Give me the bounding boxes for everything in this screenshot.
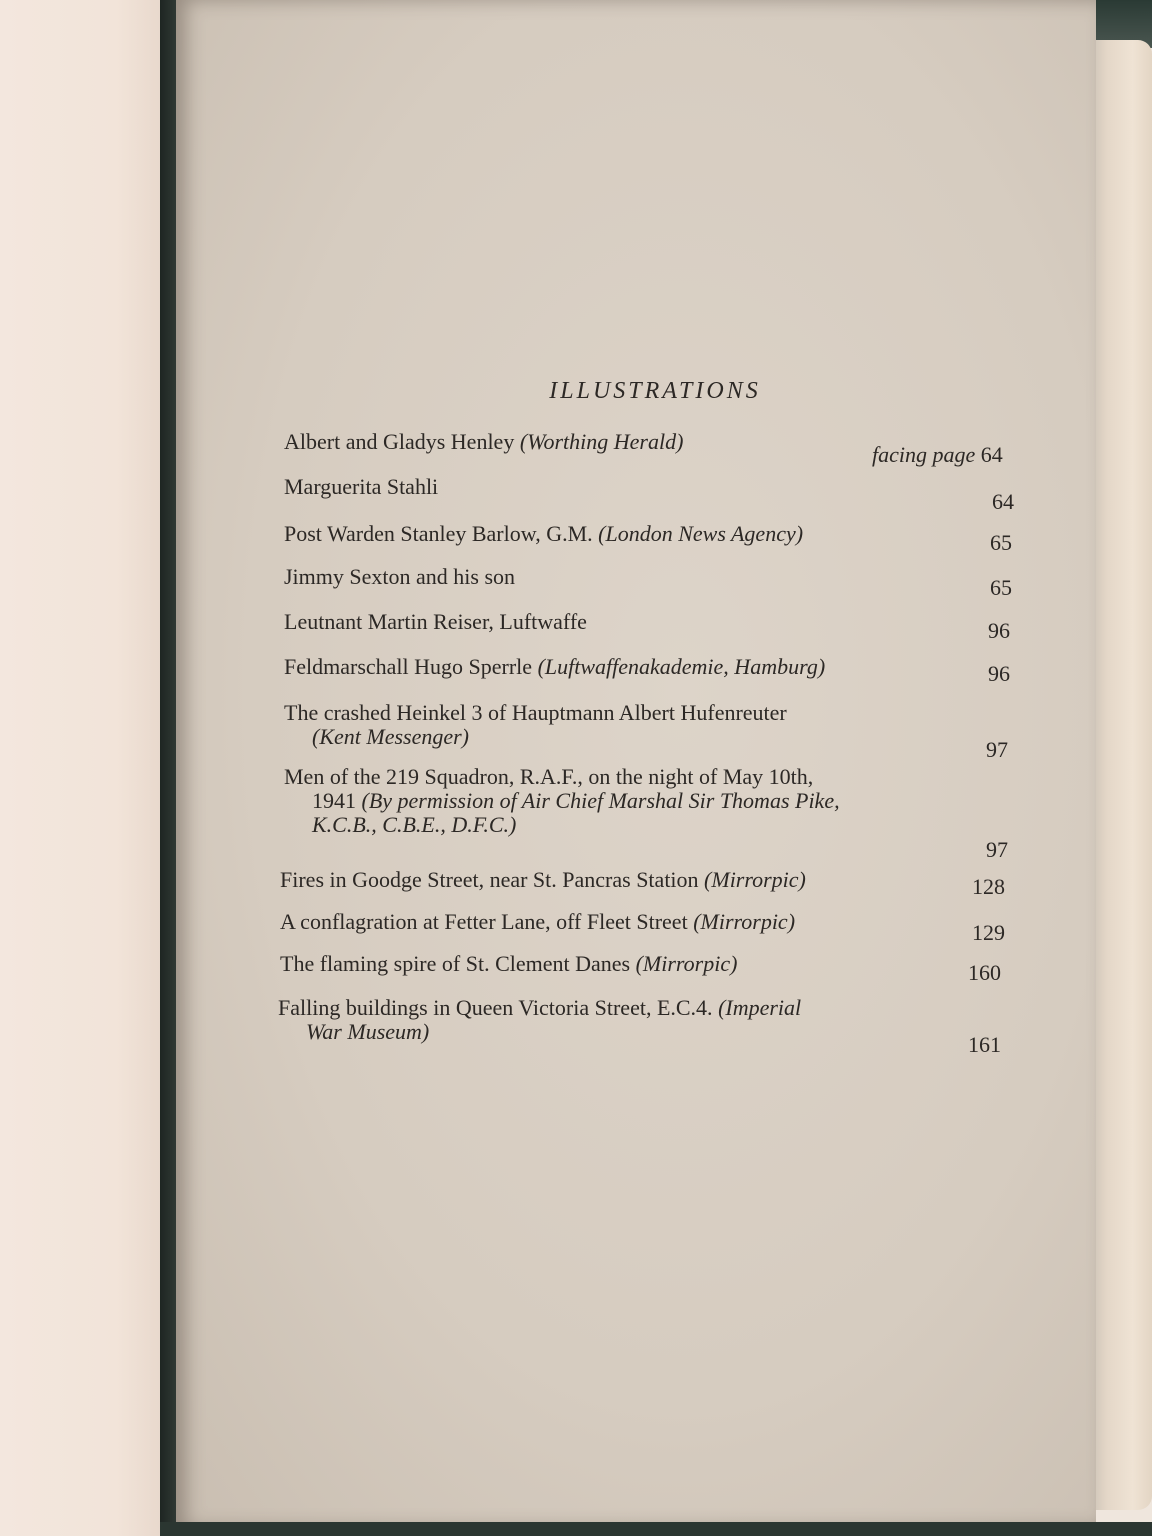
entry-page-number: 65 bbox=[990, 530, 1012, 555]
page-heading: ILLUSTRATIONS bbox=[549, 378, 761, 404]
entry-title: Jimmy Sexton and his son bbox=[284, 564, 516, 589]
entry-title-continuation: 1941 bbox=[312, 788, 356, 813]
entry-title: The crashed Heinkel 3 of Hauptmann Albert Hufenreuter bbox=[284, 700, 787, 725]
entry-page-number: 64 bbox=[992, 489, 1014, 514]
entry-title: Men of the 219 Squadron, R.A.F., on the night of May 10th, bbox=[284, 764, 814, 789]
entry-credit-continuation: K.C.B., C.B.E., D.F.C.) bbox=[312, 812, 517, 837]
facing-page-label: facing page bbox=[872, 442, 976, 467]
entry-credit: (By permission of Air Chief Marshal Sir Thomas Pike, bbox=[361, 788, 840, 813]
left-page bbox=[0, 0, 166, 1536]
entry-title: A conflagration at Fetter Lane, off Fleet Street bbox=[280, 909, 688, 934]
entry-credit: (Kent Messenger) bbox=[312, 724, 470, 749]
entry-credit: (Imperial bbox=[718, 995, 802, 1020]
entry-page-number: 129 bbox=[972, 920, 1005, 945]
entry-title: Marguerita Stahli bbox=[284, 474, 439, 499]
entry-page-number: 97 bbox=[986, 737, 1008, 762]
entry-page-number: 65 bbox=[990, 575, 1012, 600]
entry-title: Post Warden Stanley Barlow, G.M. bbox=[284, 521, 593, 546]
book-cover-bottom bbox=[160, 1522, 1152, 1536]
entry-title: Leutnant Martin Reiser, Luftwaffe bbox=[284, 609, 587, 634]
entry-credit-continuation: War Museum) bbox=[306, 1019, 430, 1044]
entry-title: Fires in Goodge Street, near St. Pancras Station bbox=[280, 867, 699, 892]
entry-page-number: 96 bbox=[988, 618, 1010, 643]
entry-title: Albert and Gladys Henley bbox=[284, 429, 515, 454]
page-edges bbox=[1088, 40, 1152, 1510]
entry-page-number: 97 bbox=[986, 837, 1008, 862]
entry-credit: (Mirrorpic) bbox=[693, 909, 796, 934]
entry-credit: (London News Agency) bbox=[598, 521, 804, 546]
entry-page-number: 64 bbox=[980, 442, 1003, 467]
entry-title: Feldmarschall Hugo Sperrle bbox=[284, 654, 533, 679]
entry-page-number: 161 bbox=[968, 1032, 1001, 1057]
entry-title: Falling buildings in Queen Victoria Street, E.C.4. bbox=[278, 995, 713, 1020]
entry-page-number: 160 bbox=[968, 960, 1001, 985]
entry-title: The flaming spire of St. Clement Danes bbox=[280, 951, 631, 976]
entry-credit: (Luftwaffenakademie, Hamburg) bbox=[537, 654, 826, 679]
entry-credit: (Worthing Herald) bbox=[519, 429, 684, 454]
entry-page-number: 128 bbox=[972, 874, 1005, 899]
entry-credit: (Mirrorpic) bbox=[635, 951, 738, 976]
entry-credit: (Mirrorpic) bbox=[704, 867, 806, 892]
entry-page-number: 96 bbox=[988, 661, 1010, 686]
